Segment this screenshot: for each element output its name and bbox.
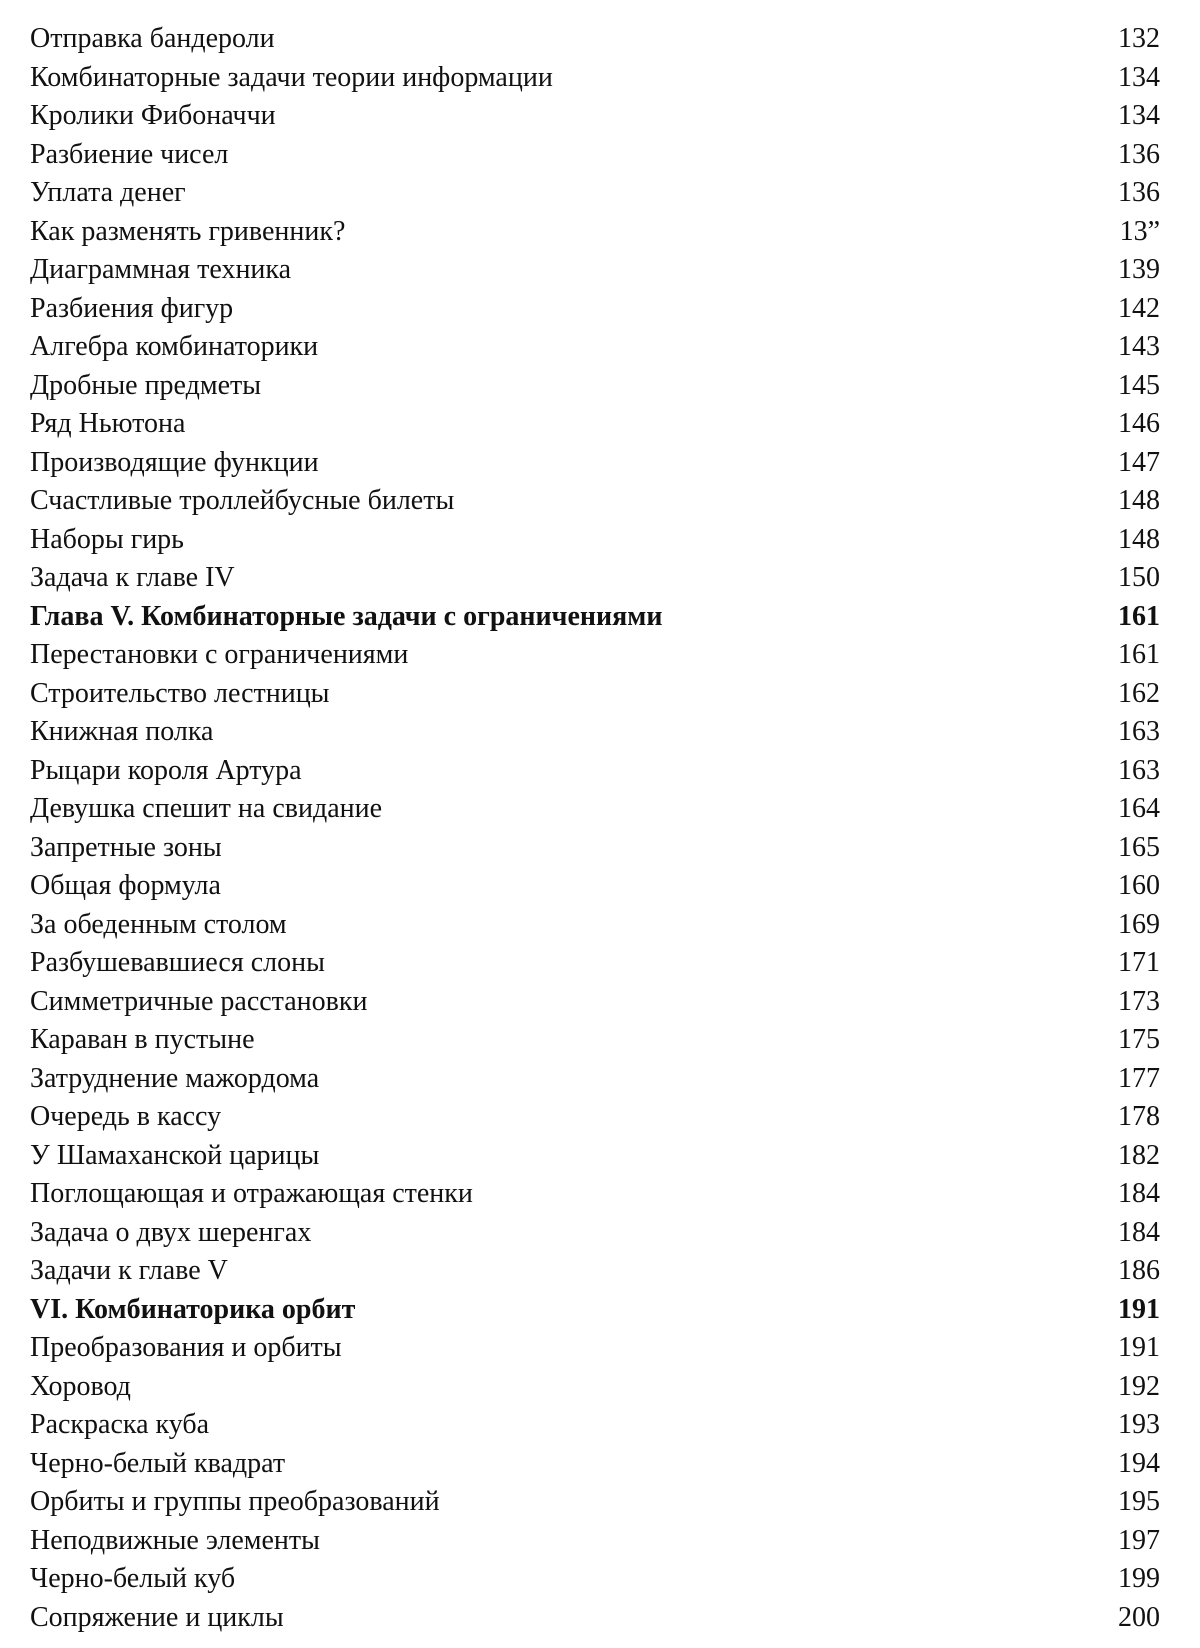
toc-entry xyxy=(30,1483,1160,1522)
toc-entry-page: 195 xyxy=(1118,1486,1160,1517)
toc-entry xyxy=(30,1406,1160,1445)
toc-entry xyxy=(30,290,1160,329)
toc-entry-page: 197 xyxy=(1118,1524,1160,1556)
toc-entry xyxy=(30,906,1160,945)
toc-entry-title: Глава V. Комбинаторные задачи с ограничениями xyxy=(30,600,663,632)
toc-entry xyxy=(30,1214,1160,1253)
toc-entry-page: 150 xyxy=(1118,562,1160,593)
toc-entry xyxy=(30,1137,1160,1176)
toc-entry-title: Счастливые троллейбусные билеты xyxy=(30,485,455,516)
toc-entry-title: Поглощающая и отражающая стенки xyxy=(30,1178,473,1209)
toc-entry-title: Очередь в кассу xyxy=(30,1101,222,1132)
toc-entry xyxy=(30,1175,1160,1214)
toc-entry-title: Кролики Фибоначчи xyxy=(30,100,276,131)
toc-entry-title: Хоровод xyxy=(30,1370,131,1402)
toc-entry-page: 13” xyxy=(1119,215,1160,247)
toc-entry xyxy=(30,944,1160,983)
toc-entry-page: 191 xyxy=(1118,1332,1160,1363)
toc-entry-title: Дробные предметы xyxy=(30,369,262,401)
toc-entry-title: Отправка бандероли xyxy=(30,23,275,54)
toc-entry xyxy=(30,251,1160,290)
toc-entry-title: Черно-белый квадрат xyxy=(30,1447,286,1479)
table-of-contents xyxy=(30,20,1160,1637)
toc-entry-page: 146 xyxy=(1118,408,1160,439)
toc-entry xyxy=(30,983,1160,1022)
toc-entry xyxy=(30,675,1160,714)
toc-entry xyxy=(30,1599,1160,1638)
toc-entry xyxy=(30,713,1160,752)
toc-entry-title: Караван в пустыне xyxy=(30,1024,255,1055)
toc-entry-title: Сопряжение и циклы xyxy=(30,1601,284,1633)
toc-entry xyxy=(30,482,1160,521)
toc-entry-page: 164 xyxy=(1118,793,1160,824)
toc-entry xyxy=(30,1060,1160,1099)
toc-entry xyxy=(30,444,1160,483)
toc-entry-page: 160 xyxy=(1118,870,1160,901)
toc-entry xyxy=(30,1368,1160,1407)
toc-entry-page: 194 xyxy=(1118,1447,1160,1479)
toc-entry xyxy=(30,97,1160,136)
toc-entry-title: Неподвижные элементы xyxy=(30,1524,320,1556)
toc-entry-page: 145 xyxy=(1118,369,1160,401)
toc-entry-page: 186 xyxy=(1118,1255,1160,1286)
toc-entry xyxy=(30,521,1160,560)
toc-entry xyxy=(30,636,1160,675)
toc-entry xyxy=(30,405,1160,444)
toc-entry-page: 193 xyxy=(1118,1409,1160,1440)
toc-entry xyxy=(30,20,1160,59)
toc-entry-title: Девушка спешит на свидание xyxy=(30,793,383,824)
toc-entry xyxy=(30,1445,1160,1484)
toc-entry xyxy=(30,1560,1160,1599)
toc-entry-page: 169 xyxy=(1118,908,1160,940)
toc-entry-title: Общая формула xyxy=(30,870,221,901)
toc-entry-page: 143 xyxy=(1118,331,1160,362)
toc-entry-title: У Шамаханской царицы xyxy=(30,1139,320,1171)
toc-entry-title: Перестановки с ограничениями xyxy=(30,639,409,670)
toc-entry xyxy=(30,559,1160,598)
toc-entry-title: Симметричные расстановки xyxy=(30,985,368,1017)
toc-entry-page: 134 xyxy=(1118,100,1160,131)
toc-entry-page: 136 xyxy=(1118,177,1160,208)
toc-entry-title: Орбиты и группы преобразований xyxy=(30,1486,440,1517)
toc-entry-page: 191 xyxy=(1118,1293,1160,1325)
toc-entry-page: 199 xyxy=(1118,1563,1160,1594)
toc-entry-title: Разбиение чисел xyxy=(30,138,229,170)
toc-entry-page: 182 xyxy=(1118,1139,1160,1171)
toc-entry-page: 148 xyxy=(1118,485,1160,516)
toc-entry-title: Рыцари короля Артура xyxy=(30,754,302,786)
toc-entry-page: 161 xyxy=(1118,639,1160,670)
toc-entry-title: Раскраска куба xyxy=(30,1409,210,1440)
toc-entry xyxy=(30,867,1160,906)
toc-entry-title: Затруднение мажордома xyxy=(30,1062,320,1094)
toc-entry-title: Преобразования и орбиты xyxy=(30,1332,342,1363)
toc-entry-title: Задача о двух шеренгах xyxy=(30,1216,312,1248)
toc-entry-page: 192 xyxy=(1118,1370,1160,1402)
toc-entry-page: 200 xyxy=(1118,1601,1160,1633)
toc-entry-title: За обеденным столом xyxy=(30,908,287,940)
toc-entry-page: 178 xyxy=(1118,1101,1160,1132)
toc-entry xyxy=(30,213,1160,252)
toc-entry-page: 175 xyxy=(1118,1024,1160,1055)
toc-entry xyxy=(30,174,1160,213)
toc-entry-title: Производящие функции xyxy=(30,446,319,478)
toc-entry xyxy=(30,136,1160,175)
toc-entry-title: Задача к главе IV xyxy=(30,562,235,593)
toc-entry-page: 148 xyxy=(1118,523,1160,555)
toc-entry-title: Разбиения фигур xyxy=(30,292,234,324)
toc-entry-page: 142 xyxy=(1118,292,1160,324)
toc-entry-page: 147 xyxy=(1118,446,1160,478)
toc-chapter-heading xyxy=(30,1291,1160,1330)
toc-entry-title: Алгебра комбинаторики xyxy=(30,331,319,362)
toc-entry xyxy=(30,1522,1160,1561)
toc-entry-page: 163 xyxy=(1118,754,1160,786)
toc-entry xyxy=(30,59,1160,98)
toc-entry xyxy=(30,328,1160,367)
toc-entry-title: Комбинаторные задачи теории информации xyxy=(30,61,553,93)
toc-entry xyxy=(30,1252,1160,1291)
toc-entry xyxy=(30,1021,1160,1060)
toc-entry-page: 177 xyxy=(1118,1062,1160,1094)
toc-entry-title: Как разменять гривенник? xyxy=(30,215,346,247)
toc-entry xyxy=(30,1098,1160,1137)
toc-entry xyxy=(30,829,1160,868)
toc-entry-title: Диаграммная техника xyxy=(30,254,292,285)
toc-chapter-heading xyxy=(30,598,1160,637)
toc-entry-page: 163 xyxy=(1118,716,1160,747)
toc-entry-page: 161 xyxy=(1118,600,1160,632)
toc-entry-page: 132 xyxy=(1118,23,1160,54)
toc-entry-title: Черно-белый куб xyxy=(30,1563,236,1594)
toc-entry-page: 173 xyxy=(1118,985,1160,1017)
toc-entry-page: 184 xyxy=(1118,1178,1160,1209)
toc-entry-title: Книжная полка xyxy=(30,716,214,747)
toc-entry-title: Наборы гирь xyxy=(30,523,184,555)
toc-entry-page: 134 xyxy=(1118,61,1160,93)
toc-entry-page: 162 xyxy=(1118,677,1160,709)
toc-entry-page: 139 xyxy=(1118,254,1160,285)
toc-entry xyxy=(30,367,1160,406)
toc-entry xyxy=(30,752,1160,791)
toc-entry-page: 184 xyxy=(1118,1216,1160,1248)
toc-entry-title: Запретные зоны xyxy=(30,831,222,863)
toc-entry xyxy=(30,1329,1160,1368)
toc-entry-page: 171 xyxy=(1118,947,1160,978)
toc-entry-page: 165 xyxy=(1118,831,1160,863)
toc-entry-title: Разбушевавшиеся слоны xyxy=(30,947,325,978)
toc-entry-title: Задачи к главе V xyxy=(30,1255,228,1286)
toc-entry-title: Уплата денег xyxy=(30,177,186,208)
toc-entry-title: Ряд Ньютона xyxy=(30,408,186,439)
toc-entry-page: 136 xyxy=(1118,138,1160,170)
toc-entry-title: Строительство лестницы xyxy=(30,677,330,709)
toc-entry xyxy=(30,790,1160,829)
toc-entry-title: VI. Комбинаторика орбит xyxy=(30,1293,356,1325)
